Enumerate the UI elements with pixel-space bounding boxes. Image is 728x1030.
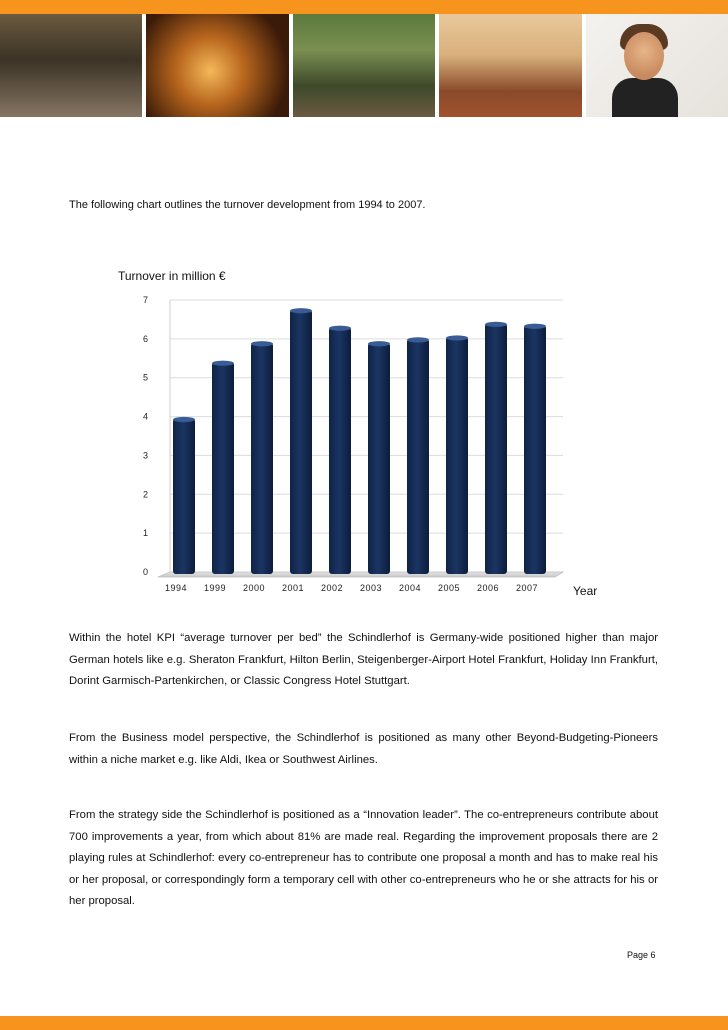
bar-2004 [407,339,429,574]
y-tick-label: 1 [142,528,148,539]
y-tick-label: 2 [142,489,148,500]
bar-top-2007 [524,324,546,329]
team-photo [0,14,142,117]
bar-top-1999 [212,361,234,366]
bar-2000 [251,343,273,574]
bar-top-2006 [485,322,507,327]
x-tick-label: 2001 [281,583,305,593]
paragraph-kpi: Within the hotel KPI “average turnover per bed” the Schindlerhof is Germany-wide positioned higher than major German hotels like e.g. Sheraton Frankfurt, Hilton Berlin, Steigenberger-Airport Hotel Frankfurt, Holiday Inn Frankfurt, Dorint Garmisch-Partenkirchen, or Classic Congress Hotel Stuttgart. [69,632,658,687]
conference-room-photo [439,14,581,117]
y-tick-label: 6 [142,333,148,344]
x-tick-label: 1999 [203,583,227,593]
x-tick-label: 2003 [359,583,383,593]
y-tick-label: 4 [142,411,148,422]
bar-1999 [212,362,234,574]
x-tick-label: 2000 [242,583,266,593]
bottom-accent-bar [0,1016,728,1030]
garden-terrace-photo [293,14,435,117]
x-tick-label: 2006 [476,583,500,593]
bar-top-2000 [251,341,273,346]
top-accent-bar [0,0,728,14]
y-tick-label: 7 [142,295,148,305]
x-tick-label: 2005 [437,583,461,593]
candlelit-table-photo [146,14,288,117]
chart-canvas [0,260,728,610]
y-tick-label: 5 [142,372,148,383]
paragraph-business-model: From the Business model perspective, the Schindlerhof is positioned as many other Beyond-Budgeting-Pioneers within a niche market e.g. like Aldi, Ikea or Southwest Airlines. [69,732,658,766]
bar-2007 [524,325,546,574]
x-axis-label: Year [573,584,598,598]
x-tick-label: 1994 [164,583,188,593]
bar-1994 [173,419,195,574]
bar-top-2005 [446,335,468,340]
bar-2002 [329,327,351,574]
portrait-photo [586,14,728,117]
bar-top-2003 [368,341,390,346]
turnover-chart [0,260,728,610]
bar-2005 [446,337,468,574]
bar-2003 [368,343,390,574]
x-tick-label: 2004 [398,583,422,593]
bar-top-2001 [290,308,312,313]
y-tick-label: 3 [142,450,148,461]
bar-top-2002 [329,326,351,331]
portrait-body [612,78,678,117]
bar-2006 [485,323,507,574]
bar-2001 [290,310,312,574]
header-photo-strip [0,14,728,117]
bar-top-1994 [173,417,195,422]
x-tick-label: 2002 [320,583,344,593]
portrait-face [624,32,664,80]
intro-text: The following chart outlines the turnover development from 1994 to 2007. [69,199,426,211]
paragraph-strategy: From the strategy side the Schindlerhof is positioned as a “Innovation leader”. The co-entrepreneurs contribute about 700 improvements a year, from which about 81% are made real. Regarding the improvement proposals there are 2 playing rules at Schindlerhof: every co-entrepreneur has to contribute one proposal a month and has to make real his or her proposal, or correspondingly form a temporary cell with other co-entrepreneurs who he or she attracts for his or her proposal. [69,809,658,907]
y-tick-label: 0 [142,567,148,577]
x-tick-label: 2007 [515,583,539,593]
chart-title: Turnover in million € [118,269,226,283]
bar-top-2004 [407,337,429,342]
page-number: Page 6 [627,950,656,960]
